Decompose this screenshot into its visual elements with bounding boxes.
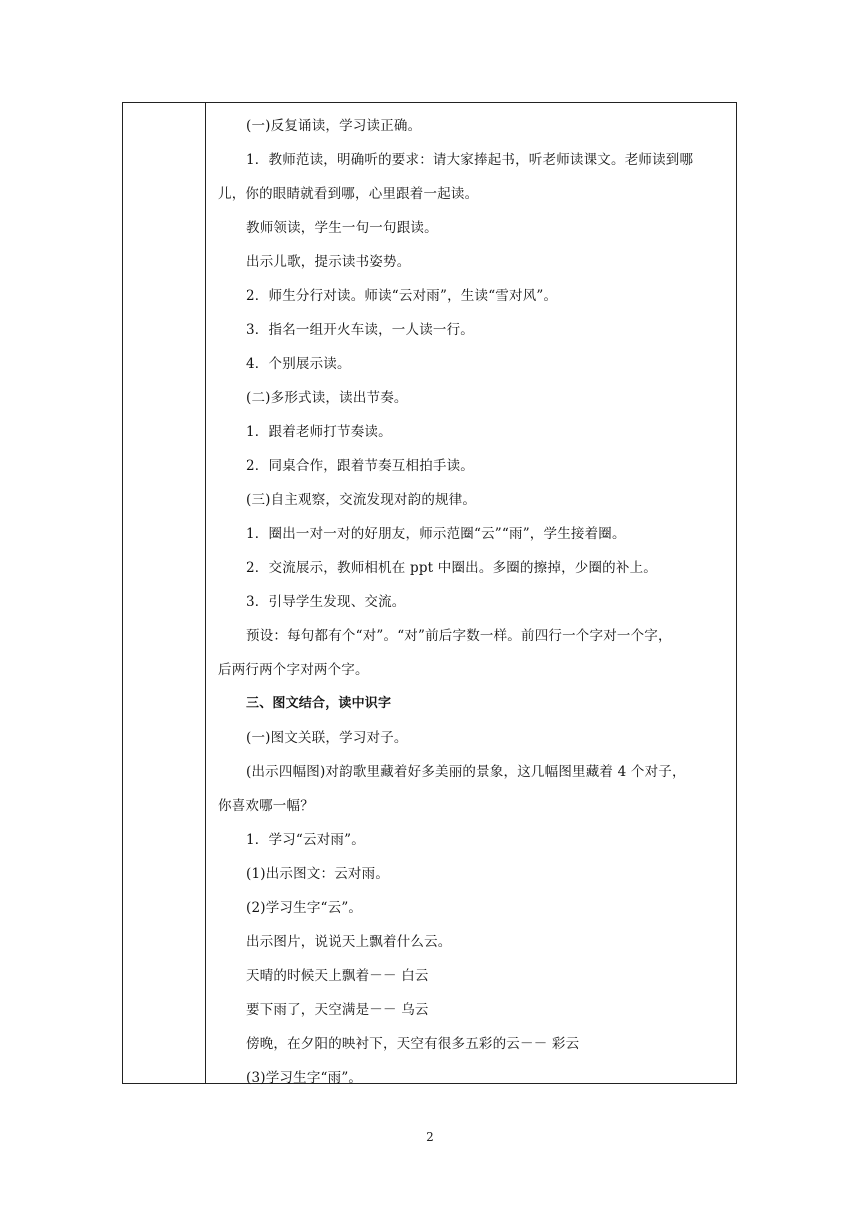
text-line: (3)学习生字“雨”。 [246, 1070, 363, 1086]
text-line: 出示图片，说说天上飘着什么云。 [246, 934, 452, 950]
text-line: (2)学习生字“云”。 [246, 900, 363, 916]
text-line: 2．同桌合作，跟着节奏互相拍手读。 [246, 458, 474, 474]
lesson-content [218, 109, 723, 1095]
text-line: 1．教师范读，明确听的要求：请大家捧起书，听老师读课文。老师读到哪 [246, 152, 694, 168]
text-line: 要下雨了，天空满是－－ 乌云 [246, 1002, 429, 1018]
text-line: 出示儿歌，提示读书姿势。 [246, 254, 411, 270]
text-line: 天晴的时候天上飘着－－ 白云 [246, 968, 429, 984]
text-line: 2．师生分行对读。师读“云对雨”，生读“雪对风”。 [246, 288, 558, 304]
text-line: 傍晚，在夕阳的映衬下，天空有很多五彩的云－－ 彩云 [246, 1036, 580, 1052]
text-line: 3．指名一组开火车读，一人读一行。 [246, 322, 474, 338]
text-line: 预设：每句都有个“对”。“对”前后字数一样。前四行一个字对一个字， [246, 628, 672, 644]
text-line: (出示四幅图)对韵歌里藏着好多美丽的景象，这几幅图里藏着 4 个对子， [246, 764, 686, 780]
page-number: 2 [426, 1130, 434, 1144]
text-line: (二)多形式读，读出节奏。 [246, 390, 408, 406]
lesson-table [122, 102, 737, 1084]
text-line: (1)出示图文：云对雨。 [246, 866, 390, 882]
text-line: 后两行两个字对两个字。 [218, 662, 369, 678]
text-line: (一)反复诵读，学习读正确。 [246, 118, 422, 134]
text-line: 教师领读，学生一句一句跟读。 [246, 220, 438, 236]
text-line: (三)自主观察，交流发现对韵的规律。 [246, 492, 477, 508]
text-line: 1．圈出一对一对的好朋友，师示范圈“云”“雨”，学生接着圈。 [246, 526, 626, 542]
text-line: 1．跟着老师打节奏读。 [246, 424, 392, 440]
section-heading: 三、图文结合，读中识字 [246, 696, 392, 711]
column-divider [205, 103, 206, 1083]
text-line: 儿，你的眼睛就看到哪，心里跟着一起读。 [218, 186, 479, 202]
text-line: 1．学习“云对雨”。 [246, 832, 365, 848]
text-line: 3．引导学生发现、交流。 [246, 594, 406, 610]
text-line: 4．个别展示读。 [246, 356, 351, 372]
text-line: 你喜欢哪一幅？ [218, 798, 314, 814]
text-line: (一)图文关联，学习对子。 [246, 730, 408, 746]
text-line: 2．交流展示，教师相机在 ppt 中圈出。多圈的擦掉，少圈的补上。 [246, 560, 657, 576]
